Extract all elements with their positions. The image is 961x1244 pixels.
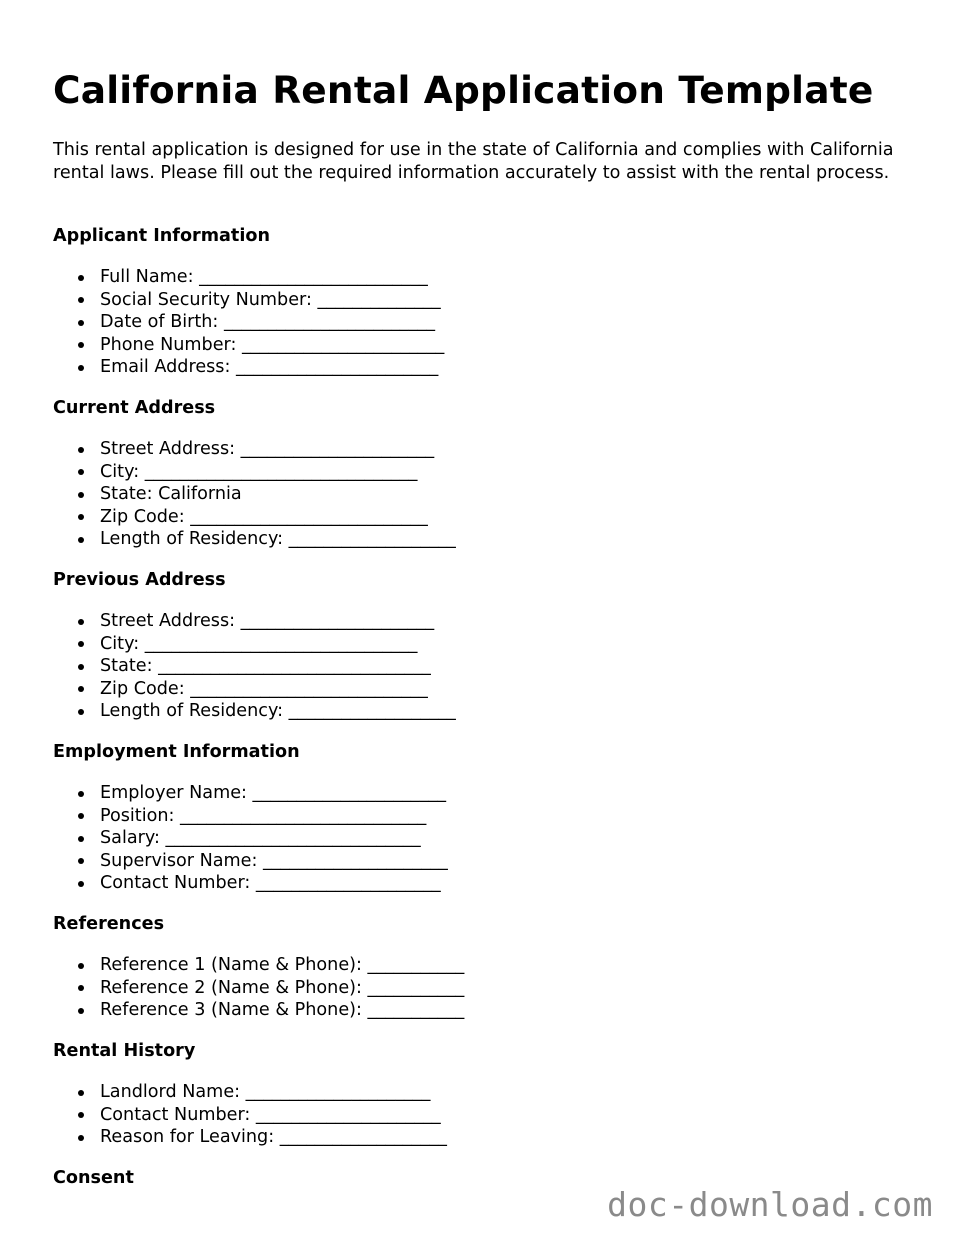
bullet-icon (78, 537, 84, 543)
field-label: Contact Number: _____________________ (100, 1104, 441, 1125)
bullet-icon (78, 320, 84, 326)
field-label: Zip Code: ___________________________ (100, 678, 428, 699)
bullet-icon (78, 342, 84, 348)
field-label: Salary: _____________________________ (100, 828, 421, 848)
field-label: Landlord Name: _____________________ (100, 1082, 431, 1102)
bullet-icon (78, 858, 84, 864)
field-label: City: _______________________________ (100, 633, 418, 654)
field-label: Date of Birth: ________________________ (100, 312, 436, 332)
list-item (53, 954, 464, 977)
list-item (53, 311, 444, 334)
list-item (53, 266, 444, 289)
list-item (53, 461, 456, 484)
bullet-icon (78, 985, 84, 991)
field-label: Zip Code: ___________________________ (100, 506, 428, 527)
bullet-icon (78, 836, 84, 842)
field-label: Reference 1 (Name & Phone): ___________ (100, 955, 465, 975)
field-label: Reference 3 (Name & Phone): ___________ (100, 1000, 465, 1020)
section-heading: Rental History (53, 1041, 196, 1061)
field-label: State: California (100, 484, 242, 504)
list-item (53, 999, 464, 1022)
list-item (53, 528, 456, 551)
bullet-icon (78, 1112, 84, 1118)
field-list (53, 438, 456, 551)
intro-paragraph: This rental application is designed for use in the state of California and complies with California rental laws. Please fill out the required information accurately to assist with the rental process. (53, 140, 894, 183)
field-list (53, 1081, 447, 1149)
field-label: Employer Name: ______________________ (100, 783, 447, 803)
document-title: California Rental Application Template (53, 68, 874, 112)
field-label: Social Security Number: ______________ (100, 289, 441, 310)
bullet-icon (78, 1090, 84, 1096)
bullet-icon (78, 963, 84, 969)
list-item (53, 977, 464, 1000)
section-heading: References (53, 914, 165, 934)
list-item (53, 610, 456, 633)
section-heading: Current Address (53, 398, 216, 418)
watermark: doc-download.com (607, 1185, 933, 1224)
bullet-icon (78, 447, 84, 453)
bullet-icon (78, 791, 84, 797)
section-applicant-information (53, 225, 913, 377)
list-item (53, 356, 444, 379)
bullet-icon (78, 297, 84, 303)
bullet-icon (78, 1135, 84, 1141)
bullet-icon (78, 365, 84, 371)
field-label: Street Address: ______________________ (100, 439, 435, 459)
bullet-icon (78, 709, 84, 715)
field-label: Phone Number: _______________________ (100, 334, 445, 355)
list-item (53, 633, 456, 656)
field-label: Contact Number: _____________________ (100, 873, 441, 893)
section-references (53, 913, 913, 1020)
list-item (53, 678, 456, 701)
list-item (53, 827, 448, 850)
field-label: Reason for Leaving: ___________________ (100, 1127, 447, 1147)
section-heading: Previous Address (53, 570, 226, 590)
list-item (53, 1081, 447, 1104)
field-label: Length of Residency: ___________________ (100, 529, 456, 549)
section-employment-information (53, 741, 913, 893)
bullet-icon (78, 813, 84, 819)
field-label: Supervisor Name: _____________________ (100, 850, 448, 871)
field-label: Reference 2 (Name & Phone): ___________ (100, 977, 465, 998)
field-label: State: _______________________________ (100, 656, 431, 676)
list-item (53, 1104, 447, 1127)
field-label: Length of Residency: ___________________ (100, 701, 456, 721)
list-item (53, 289, 444, 312)
bullet-icon (78, 1008, 84, 1014)
section-previous-address (53, 569, 913, 721)
section-heading: Employment Information (53, 742, 300, 762)
field-list (53, 266, 444, 379)
bullet-icon (78, 686, 84, 692)
bullet-icon (78, 492, 84, 498)
field-list (53, 954, 464, 1022)
section-heading: Applicant Information (53, 226, 270, 246)
section-heading: Consent (53, 1168, 134, 1188)
bullet-icon (78, 514, 84, 520)
list-item (53, 506, 456, 529)
bullet-icon (78, 664, 84, 670)
list-item (53, 438, 456, 461)
list-item (53, 872, 448, 895)
bullet-icon (78, 469, 84, 475)
bullet-icon (78, 275, 84, 281)
list-item (53, 700, 456, 723)
list-item (53, 805, 448, 828)
bullet-icon (78, 619, 84, 625)
list-item (53, 850, 448, 873)
list-item (53, 782, 448, 805)
field-label: City: _______________________________ (100, 461, 418, 482)
list-item (53, 1126, 447, 1149)
list-item (53, 334, 444, 357)
bullet-icon (78, 641, 84, 647)
field-label: Email Address: _______________________ (100, 357, 439, 377)
field-label: Position: ____________________________ (100, 805, 427, 826)
field-label: Street Address: ______________________ (100, 611, 435, 631)
field-list (53, 610, 456, 723)
field-list (53, 782, 448, 895)
bullet-icon (78, 881, 84, 887)
field-label: Full Name: __________________________ (100, 267, 428, 287)
list-item (53, 483, 456, 506)
section-rental-history (53, 1040, 913, 1147)
section-current-address (53, 397, 913, 549)
list-item (53, 655, 456, 678)
